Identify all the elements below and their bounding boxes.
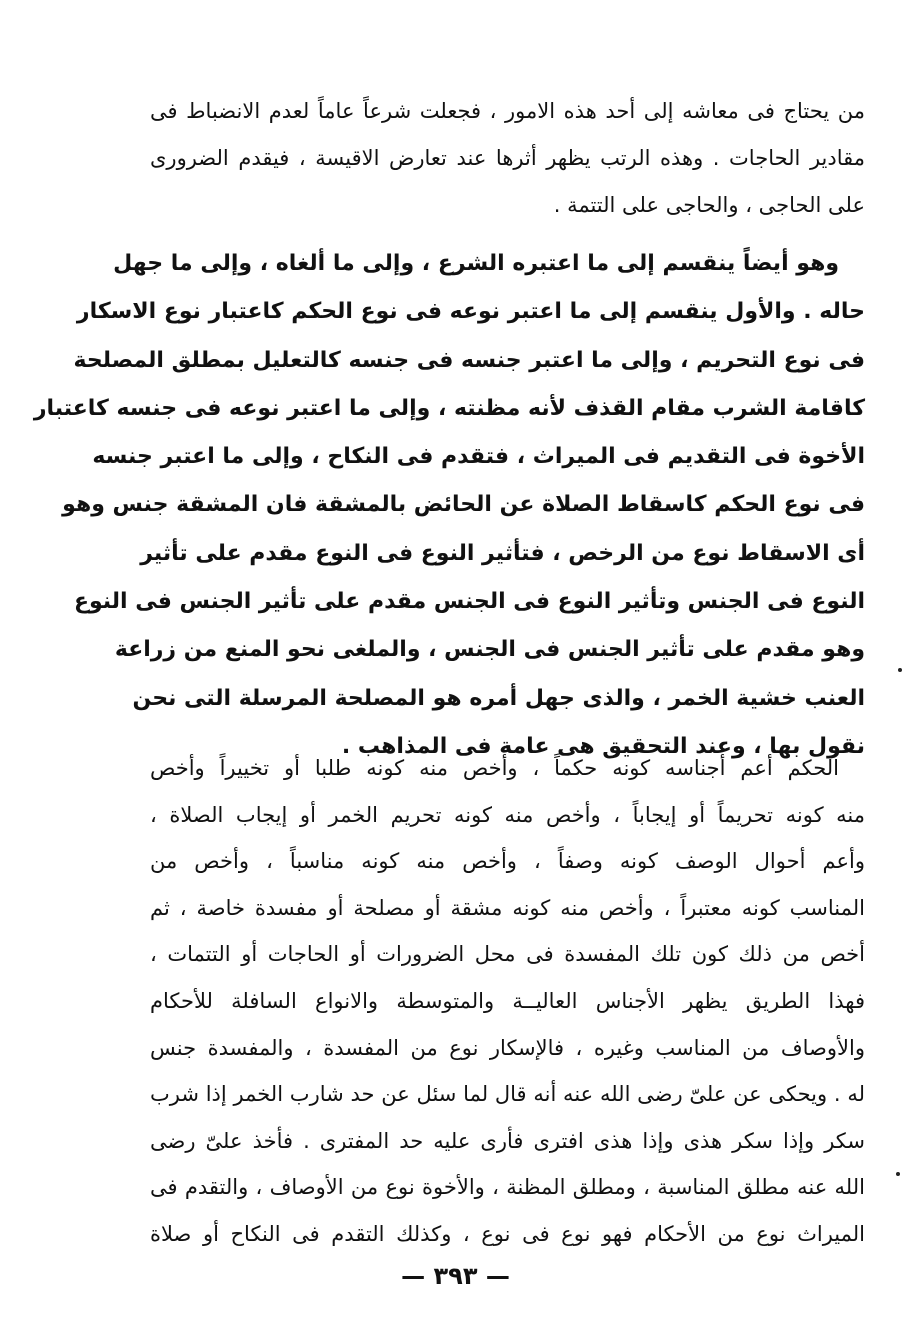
text-line: وهو مقدم على تأثير الجنس فى الجنس ، والملغى نحو المنع من زراعة <box>114 637 865 663</box>
text-line: وهو أيضاً ينقسم إلى ما اعتبره الشرع ، وإلى ما ألغاه ، وإلى ما جهل <box>113 251 839 276</box>
text-line: الميراث نوع من الأحكام فهو نوع فى نوع ، وكذلك التقدم فى النكاح أو صلاة <box>150 1221 865 1246</box>
text-line: أى الاسقاط نوع من الرخص ، فتأثير النوع فى النوع مقدم على تأثير <box>140 540 865 566</box>
scan-speck <box>898 668 902 672</box>
text-line: فى نوع التحريم ، وإلى ما اعتبر جنسه فى جنسه كالتعليل بمطلق المصلحة <box>73 347 865 373</box>
paragraph-genera-and-species <box>150 745 865 1258</box>
text-line: الأخوة فى التقديم فى الميراث ، فتقدم فى النكاح ، وإلى ما اعتبر جنسه <box>92 444 865 470</box>
text-line: أخص من ذلك كون تلك المفسدة فى محل الضرورات أو الحاجات أو التتمات ، <box>150 942 865 967</box>
text-line: نقول بها ، وعند التحقيق هى عامة فى المذاهب . <box>341 733 865 759</box>
text-line: مقادير الحاجات . وهذه الرتب يظهر أثرها عند تعارض الاقيسة ، فيقدم الضرورى <box>150 146 865 170</box>
text-line: منه كونه تحريماً أو إيجاباً ، وأخص منه كونه تحريم الخمر أو إيجاب الصلاة ، <box>150 802 865 827</box>
text-line: حاله . والأول ينقسم إلى ما اعتبر نوعه فى نوع الحكم كاعتبار نوع الاسكار <box>76 299 865 325</box>
page-number: — ٣٩٣ — <box>401 1262 510 1290</box>
text-line: النوع فى الجنس وتأثير النوع فى الجنس مقدم على تأثير الجنس فى النوع <box>73 589 865 615</box>
text-line: على الحاجى ، والحاجى على التتمة . <box>553 193 865 217</box>
text-line: والأوصاف من المناسب وغيره ، فالإسكار نوع من المفسدة ، والمفسدة جنس <box>150 1035 865 1060</box>
paragraph-divisions-of-interest <box>33 240 865 771</box>
text-line: كاقامة الشرب مقام القذف لأنه مظنته ، وإلى ما اعتبر نوعه فى جنسه كاعتبار <box>33 395 865 421</box>
text-line: المناسب كونه معتبراً ، وأخص منه كونه مشقة أو مصلحة أو مفسدة خاصة ، ثم <box>150 895 865 920</box>
text-line: العنب خشية الخمر ، والذى جهل أمره هو المصلحة المرسلة التى نحن <box>132 685 865 711</box>
scan-speck <box>896 1172 900 1176</box>
text-line: فى نوع الحكم كاسقاط الصلاة عن الحائض بالمشقة فان المشقة جنس وهو <box>62 492 865 518</box>
paragraph-necessity-levels <box>150 88 865 229</box>
text-line: الحكم أعم أجناسه كونه حكماً ، وأخص منه كونه طلبا أو تخييراً وأخص <box>150 756 839 780</box>
text-line: سكر وإذا سكر هذى وإذا هذى افترى فأرى عليه حد المفترى . فأخذ علىّ رضى <box>150 1128 865 1153</box>
text-line: فهذا الطريق يظهر الأجناس العاليــة والمتوسطة والانواع السافلة للأحكام <box>150 988 865 1013</box>
text-line: وأعم أحوال الوصف كونه وصفاً ، وأخص منه كونه مناسباً ، وأخص من <box>150 849 865 874</box>
text-line: من يحتاج فى معاشه إلى أحد هذه الامور ، فجعلت شرعاً عاماً لعدم الانضباط فى <box>150 99 865 123</box>
text-line: له . ويحكى عن علىّ رضى الله عنه أنه قال لما سئل عن حد شارب الخمر إذا شرب <box>150 1082 865 1107</box>
text-line: الله عنه مطلق المناسبة ، ومطلق المظنة ، والأخوة نوع من الأوصاف ، والتقدم فى <box>150 1175 865 1200</box>
